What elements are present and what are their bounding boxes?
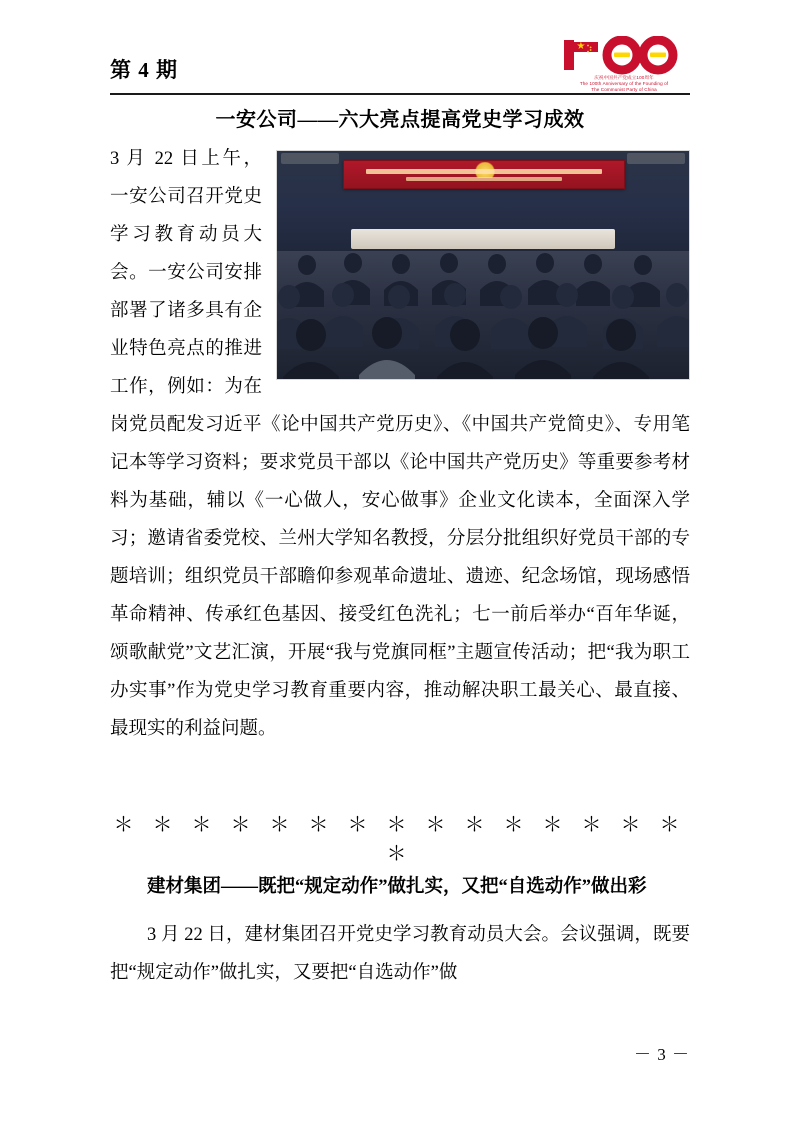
article-title: 一安公司——六大亮点提高党史学习成效 xyxy=(215,109,585,131)
article2 xyxy=(110,868,690,992)
photo-stage-banner xyxy=(343,160,625,190)
section-separator: ＊ ＊ ＊ ＊ ＊ ＊ ＊ ＊ ＊ ＊ ＊ ＊ ＊ ＊ ＊ ＊ xyxy=(113,814,687,865)
photo-audience-figures xyxy=(277,251,689,380)
photo-ceiling-light-right xyxy=(627,153,685,164)
page-number: － 3 － xyxy=(634,1045,690,1064)
photo-audience-area xyxy=(277,251,689,379)
logo-caption-line2: The 100th Anniversary of the Founding of xyxy=(579,81,669,86)
issue-label: 第 4 期 xyxy=(110,58,178,82)
meeting-photo xyxy=(276,150,690,380)
logo-caption-line1: 庆祝中国共产党成立100周年 xyxy=(594,75,654,80)
article2-title: 建材集团——既把“规定动作”做扎实，又把“自选动作”做出彩 xyxy=(147,877,647,897)
photo-ceiling-light-left xyxy=(281,153,339,164)
article2-body: 3 月 22 日，建材集团召开党史学习教育动员大会。会议强调，既要把“规定动作”做扎实，又要把“自选动作”做 xyxy=(110,925,690,983)
cpc-100th-anniversary-emblem-icon xyxy=(558,36,690,76)
header-divider xyxy=(110,93,690,95)
cpc-100th-anniversary-logo xyxy=(558,36,690,92)
page-header xyxy=(110,36,690,98)
logo-caption-line3: The Communist Party of China xyxy=(591,87,657,92)
article-body-text: 3 月 22 日上午，一安公司召开党史学习教育动员大会。一安公司安排部署了诸多具有企业特色亮点的推进工作，例如：为在岗党员配发习近平《论中国共产党历史》、《中国共产党简史》、专用笔记本等学习资料；要求党员干部以《论中国共产党历史》等重要参考材料为基础，辅以《一心做人，安心做事》企业文化读本，全面深入学习；邀请省委党校、兰州大学知名教授，分层分批组织好党员干部的专题培训；组织党员干部瞻仰参观革命遗址、遗迹、纪念场馆，现场感悟革命精神、传承红色基因、接受红色洗礼；七一前后举办“百年华诞，颂歌献党”文艺汇演，开展“我与党旗同框”主题宣传活动；把“我为职工办实事”作为党史学习教育重要内容，推动解决职工最关心、最直接、最现实的利益问题。 xyxy=(110,149,690,739)
photo-head-table xyxy=(351,229,615,250)
logo-caption xyxy=(558,75,690,93)
article-body xyxy=(110,140,690,748)
